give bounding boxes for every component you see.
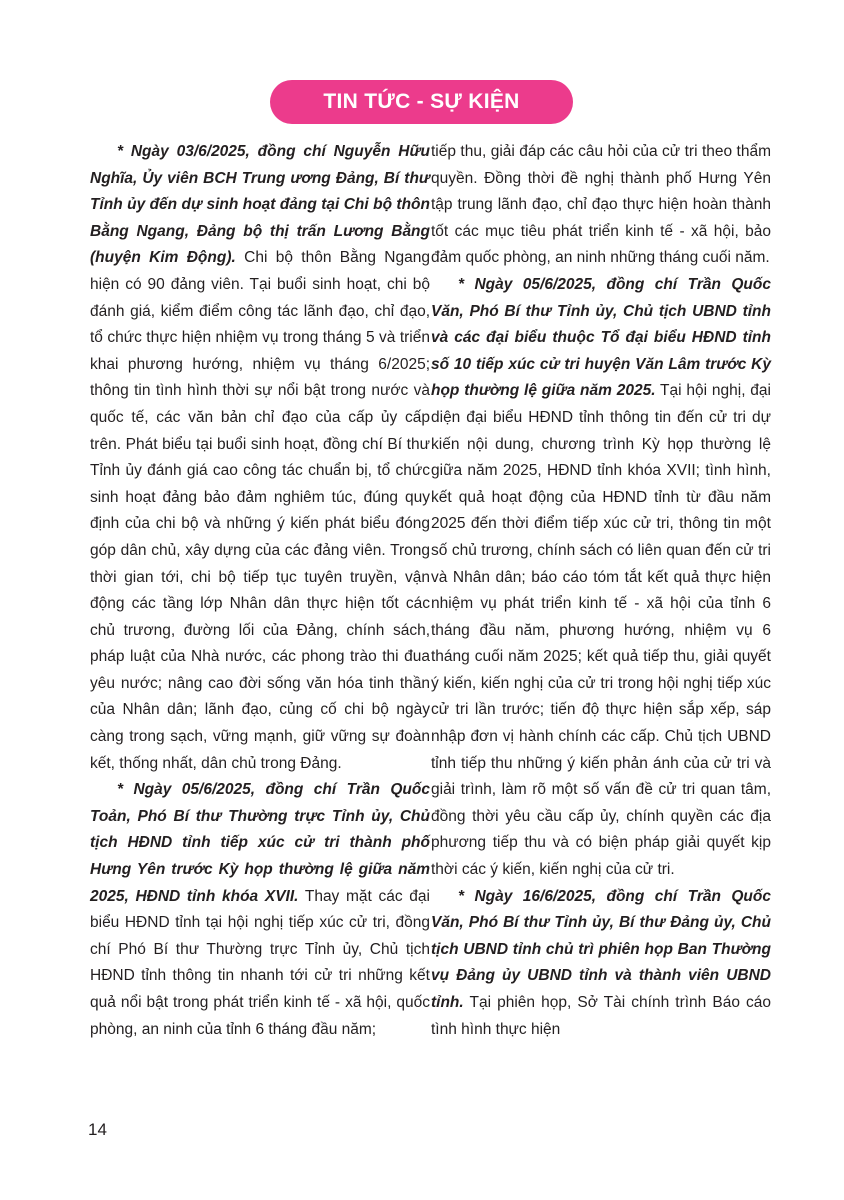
article-paragraph (431, 884, 771, 1044)
section-title: TIN TỨC - SỰ KIỆN (323, 90, 520, 113)
article-body: Thay mặt các đại biểu HĐND tỉnh tại hội nghị tiếp xúc cử tri, đồng chí Phó Bí thư Thường trực Tỉnh ủy, Chủ tịch HĐND tỉnh thông tin nhanh tới cử tri những kết quả nổi bật trong phát triển kinh tế - xã hội, quốc phòng, an ninh của tỉnh 6 tháng đầu năm; (90, 887, 430, 1038)
article-paragraph-continued (431, 139, 771, 272)
left-column (90, 139, 430, 1043)
article-body: Tại hội nghị, đại diện đại biểu HĐND tỉnh thông tin đến cử tri dự kiến nội dung, chương trình Kỳ họp thường lệ giữa năm 2025, HĐND tỉnh khóa XVII; tình hình, kết quả hoạt động của HĐND tỉnh từ đầu năm 2025 đến thời điểm tiếp xúc cử tri, thông tin một số chủ trương, chính sách có liên quan đến cử tri và Nhân dân; báo cáo tóm tắt kết quả thực hiện nhiệm vụ phát triển kinh tế - xã hội của tỉnh 6 tháng đầu năm, phương hướng, nhiệm vụ 6 tháng cuối năm 2025; kết quả tiếp thu, giải quyết ý kiến, kiến nghị của cử tri trong hội nghị tiếp xúc cử tri lần trước; tiến độ thực hiện sắp xếp, sáp nhập đơn vị hành chính các cấp. Chủ tịch UBND tỉnh tiếp thu những ý kiến phản ánh của cử tri và giải trình, làm rõ một số vấn đề cử tri quan tâm, đồng thời yêu cầu cấp ủy, chính quyền các địa phương tiếp thu và có biện pháp giải quyết kịp thời các ý kiến, kiến nghị của cử tri. (431, 382, 771, 879)
article-body: Tại phiên họp, Sở Tài chính trình Báo cáo tình hình thực hiện (431, 994, 771, 1038)
article-body: tiếp thu, giải đáp các câu hỏi của cử tri theo thẩm quyền. Đồng thời đề nghị thành phố Hưng Yên tập trung lãnh đạo, chỉ đạo thực hiện hoàn thành tốt các mục tiêu phát triển kinh tế - xã hội, bảo đảm quốc phòng, an ninh những tháng cuối năm. (431, 143, 771, 267)
article-paragraph (90, 139, 430, 777)
section-header (270, 80, 573, 124)
right-column (431, 139, 771, 1043)
article-lead: * Ngày 05/6/2025, đồng chí Trần Quốc Văn, Phó Bí thư Tỉnh ủy, Chủ tịch UBND tỉnh và các đại biểu thuộc Tổ đại biểu HĐND tỉnh số 10 tiếp xúc cử tri huyện Văn Lâm trước Kỳ họp thường lệ giữa năm 2025. (431, 275, 771, 400)
article-lead: * Ngày 16/6/2025, đồng chí Trần Quốc Văn, Phó Bí thư Tỉnh ủy, Bí thư Đảng ủy, Chủ tịch UBND tỉnh chủ trì phiên họp Ban Thường vụ Đảng ủy UBND tỉnh và thành viên UBND tỉnh. (431, 887, 771, 1011)
article-body: Chi bộ thôn Bằng Ngang hiện có 90 đảng viên. Tại buổi sinh hoạt, chi bộ đánh giá, kiểm điểm công tác lãnh đạo, chỉ đạo, tổ chức thực hiện nhiệm vụ trong tháng 5 và triển khai phương hướng, nhiệm vụ tháng 6/2025; thông tin tình hình thời sự nổi bật trong nước và quốc tế, các văn bản chỉ đạo của cấp ủy cấp trên. Phát biểu tại buổi sinh hoạt, đồng chí Bí thư Tỉnh ủy đánh giá cao công tác chuẩn bị, tổ chức sinh hoạt đảng bảo đảm nghiêm túc, đúng quy định của chi bộ và những ý kiến phát biểu đóng góp dân chủ, xây dựng của các đảng viên. Trong thời gian tới, chi bộ tiếp tục tuyên truyền, vận động các tầng lớp Nhân dân thực hiện tốt các chủ trương, đường lối của Đảng, chính sách, pháp luật của Nhà nước, các phong trào thi đua yêu nước; nâng cao đời sống văn hóa tinh thần của Nhân dân; lãnh đạo, củng cố chi bộ ngày càng trong sạch, vững mạnh, giữ vững sự đoàn kết, thống nhất, dân chủ trong Đảng. (90, 249, 430, 772)
article-lead: * Ngày 05/6/2025, đồng chí Trần Quốc Toản, Phó Bí thư Thường trực Tỉnh ủy, Chủ tịch HĐND tỉnh tiếp xúc cử tri thành phố Hưng Yên trước Kỳ họp thường lệ giữa năm 2025, HĐND tỉnh khóa XVII. (90, 781, 430, 905)
article-lead: * Ngày 03/6/2025, đồng chí Nguyễn Hữu Nghĩa, Ủy viên BCH Trung ương Đảng, Bí thư Tỉnh ủy đến dự sinh hoạt đảng tại Chi bộ thôn Bằng Ngang, Đảng bộ thị trấn Lương Bằng (huyện Kim Động). (90, 143, 430, 267)
page-number: 14 (88, 1120, 107, 1139)
article-paragraph (90, 777, 430, 1043)
article-paragraph (431, 272, 771, 884)
